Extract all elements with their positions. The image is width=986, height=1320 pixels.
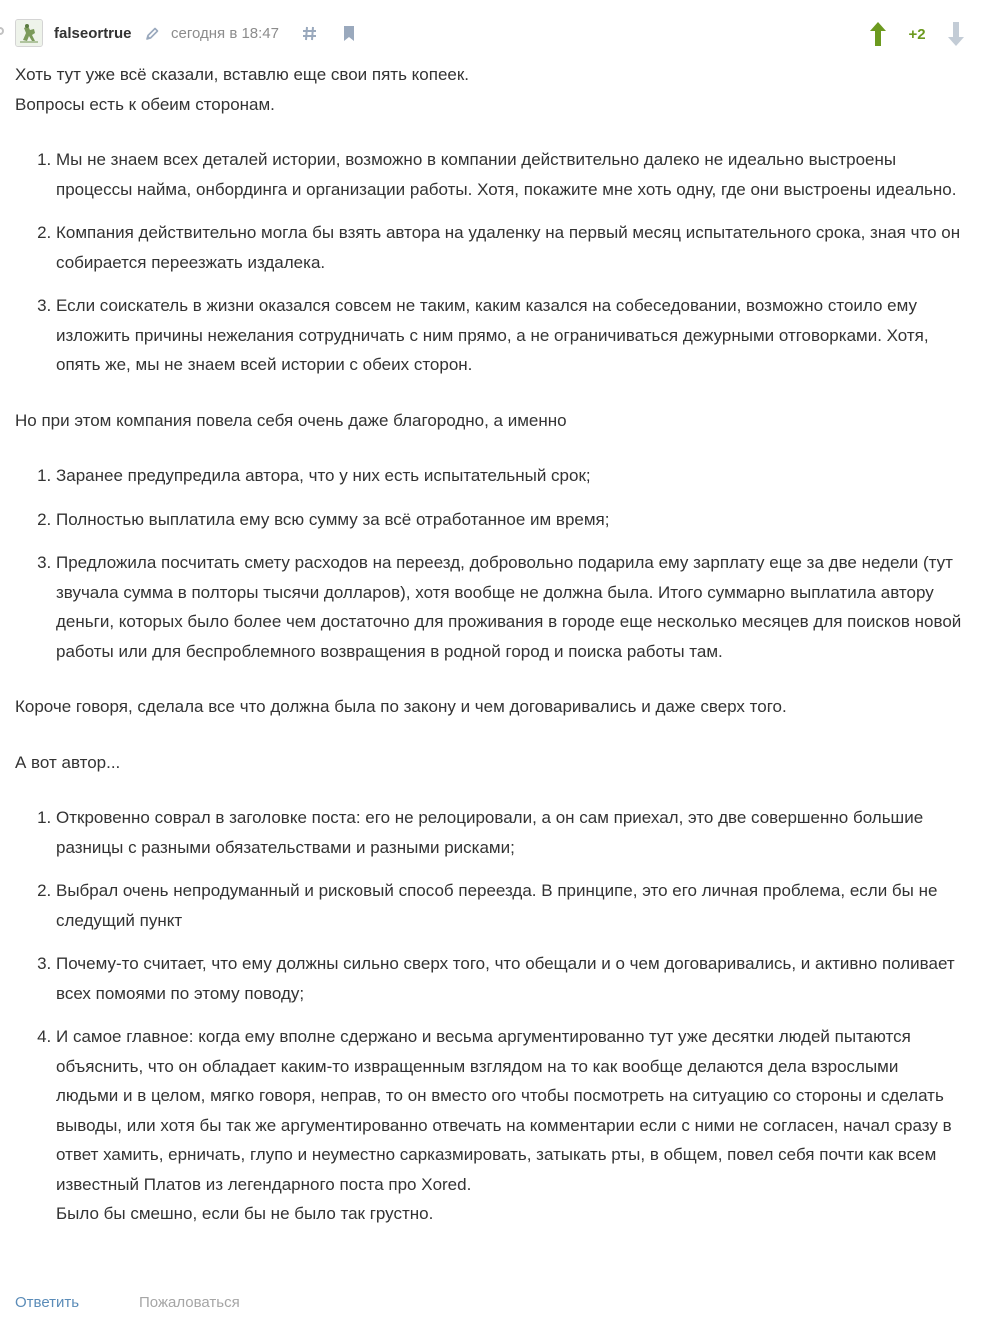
list-item: 2. Компания действительно могла бы взять автора на удаленку на первый месяц испытательного срока, зная что он собирается переезжать издалека. <box>56 218 965 277</box>
hash-icon[interactable] <box>302 26 317 46</box>
list-item: 3. Предложила посчитать смету расходов на переезд, добровольно подарила ему зарплату еще за две недели (тут звучала сумма в полторы тысячи долларов), хотя вообще не должна была. Итого суммарно выплатила автору деньги, которых было более чем достаточно для проживания в городе еще несколько месяцев для поисков новой работы или для беспроблемного возвращения в родной город и поиска работы там. <box>56 548 965 666</box>
paragraph: Короче говоря, сделала все что должна была по закону и чем договаривались и даже сверх того. <box>15 697 787 716</box>
list-item: 1. Заранее предупредила автора, что у них есть испытательный срок; <box>56 461 965 491</box>
list-item: 2. Выбрал очень непродуманный и рисковый способ переезда. В принципе, это его личная проблема, если бы не следущий пункт <box>56 876 965 935</box>
avatar[interactable] <box>15 19 43 47</box>
list-item: 3. Почему-то считает, что ему должны сильно сверх того, что обещали и о чем договаривались, и активно поливает всех помоями по этому поводу; <box>56 949 965 1008</box>
comment-timestamp[interactable]: сегодня в 18:47 <box>171 25 279 42</box>
comment-rating: +2 <box>908 26 926 43</box>
pencil-icon <box>144 26 160 47</box>
list-item-text: И самое главное: когда ему вполне сдержано и весьма аргументированно тут уже десятки людей пытаются объяснить, что он обладает каким-то извращенным взглядом на то как вообще делаются дела взрослыми людьми и в целом, мягко говоря, неправ, то он вместо ого чтобы посмотреть на ситуацию со стороны и сделать выводы, или хотя бы так же аргументированно отвечать на комментарии если с ними не согласен, начал сразу в ответ хамить, ерничать, глупо и неуместно сарказмировать, затыкать рты, в общем, повел себя почти как всем известный Платов из легендарного поста про Xored. <box>56 1027 952 1194</box>
comment-header <box>0 16 986 52</box>
author-actions-list <box>15 803 965 1229</box>
paragraph: А вот автор... <box>15 752 121 772</box>
arrow-up-icon[interactable] <box>868 21 888 52</box>
list-item-extra-line: Было бы смешно, если бы не было так грустно. <box>56 1204 434 1223</box>
intro-line-2: Вопросы есть к обеим сторонам. <box>15 94 275 114</box>
paragraph: Но при этом компания повела себя очень даже благородно, а именно <box>15 410 567 430</box>
list-item <box>56 1022 965 1229</box>
comment-username[interactable]: falseortrue <box>54 25 132 42</box>
list-item: 1. Откровенно соврал в заголовке поста: его не релоцировали, а он сам приехал, это две совершенно большие разницы с разными обязательствами и разными рисками; <box>56 803 965 862</box>
avatar-icon <box>16 20 42 46</box>
list-item: 2. Полностью выплатила ему всю сумму за всё отработанное им время; <box>56 505 965 535</box>
list-item: 3. Если соискатель в жизни оказался совсем не таким, каким казался на собеседовании, возможно стоило ему изложить причины нежелания сотрудничать с ним прямо, а не ограничиваться дежурными отговорками. Хотя, опять же, мы не знаем всей истории с обеих сторон. <box>56 291 965 380</box>
questions-list <box>15 145 965 380</box>
arrow-down-icon[interactable] <box>946 21 966 52</box>
intro-line-1: Хоть тут уже всё сказали, вставлю еще свои пять копеек. <box>15 65 470 84</box>
report-link[interactable]: Пожаловаться <box>139 1294 240 1311</box>
thread-line-marker <box>0 27 4 35</box>
list-item: 1. Мы не знаем всех деталей истории, возможно в компании действительно далеко не идеально выстроены процессы найма, онбординга и организации работы. Хотя, покажите мне хоть одну, где они выстроены идеально. <box>56 145 965 204</box>
reply-link[interactable]: Ответить <box>15 1294 80 1311</box>
bookmark-icon[interactable] <box>343 26 355 46</box>
company-actions-list <box>15 461 965 666</box>
comment-body <box>15 60 965 1229</box>
